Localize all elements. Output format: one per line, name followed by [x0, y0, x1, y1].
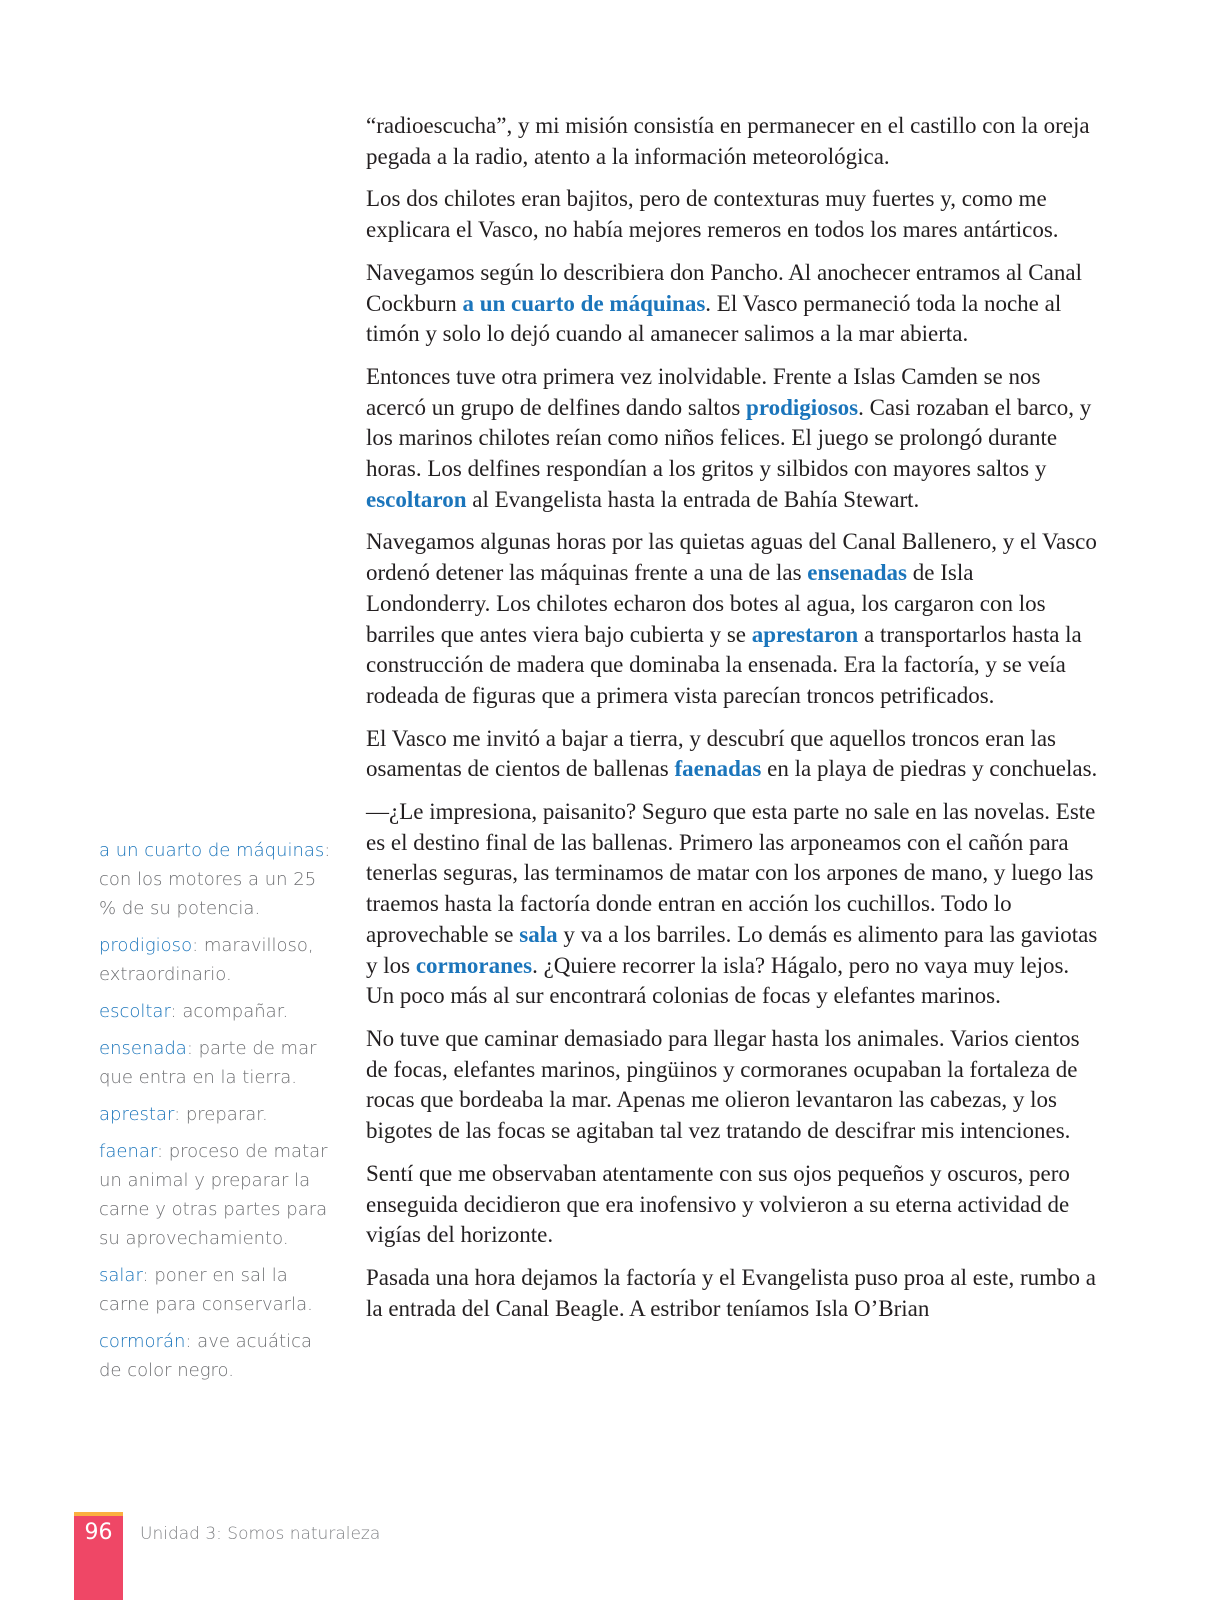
story-paragraph	[366, 797, 1101, 1012]
paragraph-text: —¿Le impresiona, paisanito? Seguro que esta parte no sale en las novelas. Este es el destino final de las ballenas. Primero las arponeamos con el cañón para tenerlas seguras, las terminamos de matar con los arpones de mano, y luego las traemos hasta la factoría donde entran en acción los cuchillos. Todo lo aprovechable se	[366, 799, 1096, 947]
glossary-definition: : con los motores a un 25 % de su potencia.	[99, 840, 331, 919]
glossary-term: faenar	[99, 1141, 157, 1162]
paragraph-text: de Isla Londonderry. Los chilotes echaron dos botes al agua, los cargaron con los barriles que antes viera bajo cubierta y se	[366, 560, 1046, 647]
unit-title: Unidad 3: Somos naturaleza	[140, 1524, 381, 1544]
story-paragraph	[366, 111, 1101, 172]
story-paragraph	[366, 1263, 1101, 1324]
glossary-keyword: escoltaron	[366, 486, 467, 512]
glossary-sidebar	[99, 836, 331, 1393]
story-paragraph	[366, 527, 1101, 711]
paragraph-text: Pasada una hora dejamos la factoría y el Evangelista puso proa al este, rumbo a la entrada del Canal Beagle. A estribor teníamos Isla O’Brian	[366, 1264, 1096, 1321]
paragraph-text: Los dos chilotes eran bajitos, pero de contexturas muy fuertes y, como me explicara el Vasco, no había mejores remeros en todos los mares antárticos.	[366, 186, 1059, 243]
glossary-term: aprestar	[99, 1104, 175, 1125]
glossary-entry	[99, 997, 331, 1026]
glossary-term: ensenada	[99, 1038, 187, 1059]
paragraph-text: No tuve que caminar demasiado para llegar hasta los animales. Varios cientos de focas, elefantes marinos, pingüinos y cormoranes ocupaban la fortaleza de rocas que bordeaba la mar. Apenas me olieron levantaron las cabezas, y los bigotes de las focas se agitaban tal vez tratando de descifrar mis intenciones.	[366, 1025, 1080, 1144]
glossary-entry	[99, 1100, 331, 1129]
story-paragraph	[366, 184, 1101, 245]
glossary-term: prodigioso	[99, 935, 193, 956]
story-paragraph	[366, 258, 1101, 350]
glossary-entry	[99, 836, 331, 923]
glossary-keyword: ensenadas	[807, 560, 907, 586]
glossary-keyword: aprestaron	[751, 621, 859, 647]
paragraph-text: Navegamos según lo describiera don Pancho. Al anochecer entramos al Canal Cockburn	[366, 259, 1082, 316]
paragraph-text: . El Vasco permaneció toda la noche al timón y solo lo dejó cuando al amanecer salimos a la mar abierta.	[366, 290, 1062, 347]
story-paragraph	[366, 362, 1101, 516]
glossary-entry	[99, 1137, 331, 1253]
glossary-keyword: cormoranes	[415, 952, 533, 978]
paragraph-text: El Vasco me invitó a bajar a tierra, y descubrí que aquellos troncos eran las osamentas de cientos de ballenas	[366, 725, 1056, 782]
glossary-definition: : acompañar.	[170, 1001, 289, 1022]
glossary-entry	[99, 1327, 331, 1385]
glossary-keyword: sala	[519, 921, 558, 947]
story-paragraph	[366, 724, 1101, 785]
glossary-definition: : maravilloso, extraordinario.	[99, 935, 314, 985]
glossary-definition: : preparar.	[174, 1104, 268, 1125]
paragraph-text: en la playa de piedras y conchuelas.	[761, 756, 1098, 782]
glossary-definition: : parte de mar que entra en la tierra.	[99, 1038, 317, 1088]
glossary-definition: : proceso de matar un animal y preparar la carne y otras partes para su aprovechamiento.	[99, 1141, 328, 1249]
glossary-term: salar	[99, 1265, 143, 1286]
glossary-term: a un cuarto de máquinas	[99, 840, 325, 861]
paragraph-text: y va a los barriles. Lo demás es alimento para las gaviotas y los	[366, 921, 1098, 978]
paragraph-text: Navegamos algunas horas por las quietas aguas del Canal Ballenero, y el Vasco ordenó detener las máquinas frente a una de las	[366, 529, 1097, 586]
story-paragraph	[366, 1024, 1101, 1147]
glossary-term: escoltar	[99, 1001, 171, 1022]
glossary-entry	[99, 931, 331, 989]
paragraph-text: Sentí que me observaban atentamente con sus ojos pequeños y oscuros, pero enseguida decidieron que era inofensivo y volvieron a su eterna actividad de vigías del horizonte.	[366, 1160, 1070, 1248]
glossary-definition: : poner en sal la carne para conservarla.	[99, 1265, 313, 1315]
glossary-entry	[99, 1261, 331, 1319]
glossary-keyword: prodigiosos	[746, 394, 859, 420]
glossary-keyword: a un cuarto de máquinas	[462, 290, 706, 316]
paragraph-text: “radioescucha”, y mi misión consistía en permanecer en el castillo con la oreja pegada a la radio, atento a la información meteorológica.	[366, 113, 1090, 169]
story-paragraph	[366, 1159, 1101, 1251]
story-text	[366, 111, 1101, 1336]
paragraph-text: . Casi rozaban el barco, y los marinos chilotes reían como niños felices. El juego se prolongó durante horas. Los delfines respondían a los gritos y silbidos con mayores saltos y	[366, 394, 1092, 482]
paragraph-text: a transportarlos hasta la construcción de madera que dominaba la ensenada. Era la factoría, y se veía rodeada de figuras que a primera vista parecían troncos petrificados.	[366, 621, 1082, 708]
glossary-term: cormorán	[99, 1331, 186, 1352]
glossary-definition: : ave acuática de color negro.	[99, 1331, 313, 1381]
glossary-entry	[99, 1034, 331, 1092]
page-number: 96	[84, 1520, 113, 1545]
paragraph-text: al Evangelista hasta la entrada de Bahía Stewart.	[466, 486, 920, 512]
paragraph-text: Entonces tuve otra primera vez inolvidable. Frente a Islas Camden se nos acercó un grupo de delfines dando saltos	[366, 363, 1041, 420]
paragraph-text: . ¿Quiere recorrer la isla? Hágalo, pero no vaya muy lejos. Un poco más al sur encontrará colonias de focas y elefantes marinos.	[366, 952, 1070, 1009]
glossary-keyword: faenadas	[674, 756, 762, 782]
